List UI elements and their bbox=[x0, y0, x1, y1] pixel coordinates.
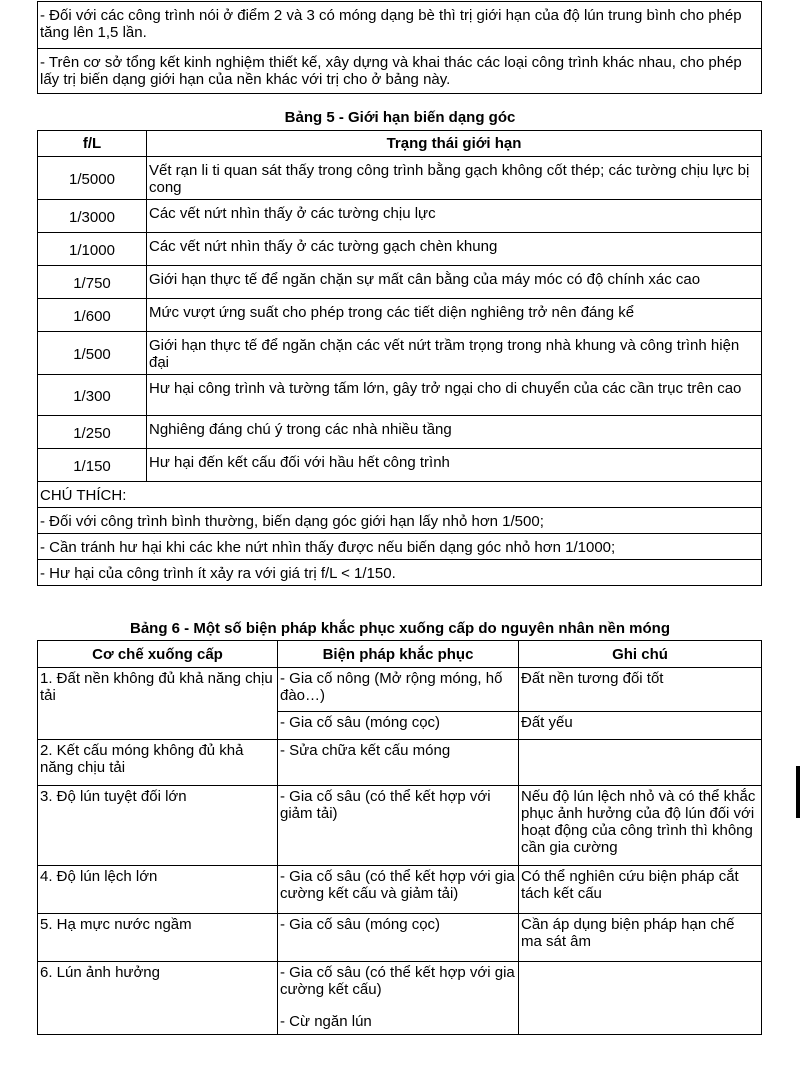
table5-header-state: Trạng thái giới hạn bbox=[147, 131, 762, 157]
table5-note: - Hư hại của công trình ít xảy ra với giá trị f/L < 1/150. bbox=[38, 560, 762, 586]
intro-box bbox=[37, 1, 762, 94]
table5-note: - Cần tránh hư hại khi các khe nứt nhìn thấy được nếu biến dạng góc nhỏ hơn 1/1000; bbox=[38, 534, 762, 560]
table6-mechanism: 2. Kết cấu móng không đủ khả năng chịu tải bbox=[38, 740, 278, 786]
table5-state: Hư hại đến kết cấu đối với hầu hết công trình bbox=[147, 449, 762, 482]
table6-measure: - Gia cố sâu (có thể kết hợp với gia cường kết cấu và giảm tải) bbox=[278, 866, 519, 914]
intro-paragraph: - Đối với các công trình nói ở điểm 2 và 3 có móng dạng bè thì trị giới hạn của độ lún trung bình cho phép tăng lên 1,5 lần. bbox=[38, 2, 762, 49]
table5-fl: 1/5000 bbox=[38, 157, 147, 200]
table6-measure: - Cừ ngăn lún bbox=[278, 1011, 519, 1035]
table5-header-fl: f/L bbox=[38, 131, 147, 157]
table5-fl: 1/1000 bbox=[38, 233, 147, 266]
table5-state: Vết rạn li ti quan sát thấy trong công trình bằng gạch không cốt thép; các tường chịu lực bị cong bbox=[147, 157, 762, 200]
table5-state: Các vết nứt nhìn thấy ở các tường gạch chèn khung bbox=[147, 233, 762, 266]
table5-state: Mức vượt ứng suất cho phép trong các tiết diện nghiêng trở nên đáng kể bbox=[147, 299, 762, 332]
table5-state: Nghiêng đáng chú ý trong các nhà nhiều tầng bbox=[147, 416, 762, 449]
table6-mechanism: 1. Đất nền không đủ khả năng chịu tải bbox=[38, 668, 278, 740]
table6 bbox=[37, 640, 762, 1035]
table5-notes-title: CHÚ THÍCH: bbox=[38, 482, 762, 508]
table6-mechanism: 5. Hạ mực nước ngầm bbox=[38, 914, 278, 962]
table6-measure: - Sửa chữa kết cấu móng bbox=[278, 740, 519, 786]
table6-note: Cần áp dụng biện pháp hạn chế ma sát âm bbox=[519, 914, 762, 962]
table5-fl: 1/300 bbox=[38, 375, 147, 416]
table5-fl: 1/500 bbox=[38, 332, 147, 375]
table6-header-mechanism: Cơ chế xuống cấp bbox=[38, 641, 278, 668]
table5-fl: 1/250 bbox=[38, 416, 147, 449]
table5-caption: Bảng 5 - Giới hạn biến dạng góc bbox=[284, 109, 516, 126]
table6-caption: Bảng 6 - Một số biện pháp khắc phục xuống cấp do nguyên nhân nền móng bbox=[129, 620, 670, 637]
table6-note bbox=[519, 740, 762, 786]
table5-state: Các vết nứt nhìn thấy ở các tường chịu lực bbox=[147, 200, 762, 233]
table6-header-measures: Biện pháp khắc phục bbox=[278, 641, 519, 668]
table6-measure: - Gia cố sâu (móng cọc) bbox=[278, 914, 519, 962]
table5-state: Giới hạn thực tế để ngăn chặn sự mất cân bằng của máy móc có độ chính xác cao bbox=[147, 266, 762, 299]
table6-header-notes: Ghi chú bbox=[519, 641, 762, 668]
intro-paragraph: - Trên cơ sở tổng kết kinh nghiệm thiết kế, xây dựng và khai thác các loại công trình khác nhau, cho phép lấy trị biến dạng giới hạn của nền khác với trị cho ở bảng này. bbox=[38, 49, 762, 94]
table6-note bbox=[519, 962, 762, 1035]
table6-note: Đất yếu bbox=[519, 712, 762, 740]
table5-fl: 1/150 bbox=[38, 449, 147, 482]
margin-mark bbox=[796, 766, 800, 818]
table6-measure: - Gia cố sâu (móng cọc) bbox=[278, 712, 519, 740]
table6-measure: - Gia cố nông (Mở rộng móng, hố đào…) bbox=[278, 668, 519, 712]
table5 bbox=[37, 130, 762, 586]
table5-fl: 1/750 bbox=[38, 266, 147, 299]
table5-state: Giới hạn thực tế để ngăn chặn các vết nứt trầm trọng trong nhà khung và công trình hiện đại bbox=[147, 332, 762, 375]
table6-mechanism: 3. Độ lún tuyệt đối lớn bbox=[38, 786, 278, 866]
table5-state: Hư hại công trình và tường tấm lớn, gây trở ngại cho di chuyển của các cần trục trên cao bbox=[147, 375, 762, 416]
table5-note: - Đối với công trình bình thường, biến dạng góc giới hạn lấy nhỏ hơn 1/500; bbox=[38, 508, 762, 534]
table5-fl: 1/600 bbox=[38, 299, 147, 332]
table6-mechanism: 4. Độ lún lệch lớn bbox=[38, 866, 278, 914]
table6-note: Đất nền tương đối tốt bbox=[519, 668, 762, 712]
table6-measure: - Gia cố sâu (có thể kết hợp với giảm tải) bbox=[278, 786, 519, 866]
table6-measure: - Gia cố sâu (có thể kết hợp với gia cường kết cấu) bbox=[278, 962, 519, 1012]
table6-note: Nếu độ lún lệch nhỏ và có thể khắc phục ảnh hưởng của độ lún đối với hoạt động của công trình thì không cần gia cường bbox=[519, 786, 762, 866]
table6-mechanism: 6. Lún ảnh hưởng bbox=[38, 962, 278, 1035]
table5-fl: 1/3000 bbox=[38, 200, 147, 233]
table6-note: Có thể nghiên cứu biện pháp cắt tách kết cấu bbox=[519, 866, 762, 914]
